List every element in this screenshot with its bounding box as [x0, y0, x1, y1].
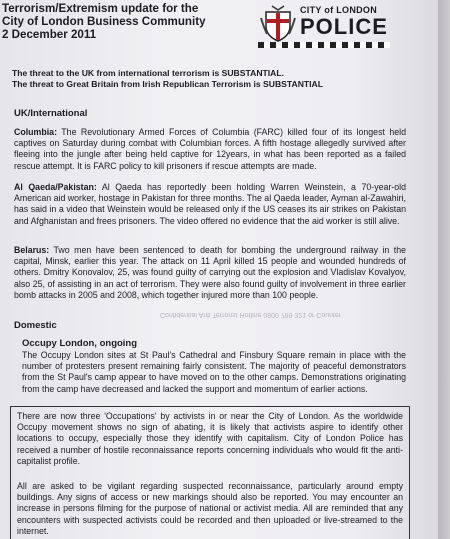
title-line-2: City of London Business Community: [2, 15, 206, 28]
advisory-paragraph-2: All are asked to be vigilant regarding suspected reconnaissance, particularly around empty buildings. Any signs of access or new markings should also be reported. You may encounter an increase in persons filming for the purpose of national or activist media. All are reminded that any encounters with suspected activists could be recorded and then uploaded or live-streamed to the internet.: [17, 481, 403, 536]
document-title: [2, 2, 206, 41]
news-item-lead: Belarus:: [14, 245, 50, 255]
logo-city-text: CITY of LONDON: [300, 5, 378, 15]
news-item-text: Al Qaeda has reportedly been holding Warren Weinstein, a 70-year-old American aid worker, hostage in Pakistan for three months. The al Qaeda leader, Ayman al-Zawahiri, has said in a video that Weinstein would be released only if the US ceases its air strikes on Pakistan and Afghanistan and frees prisoners. The video offered no evidence that the aid worker is still alive.: [14, 182, 406, 226]
section-heading-domestic: Domestic: [14, 320, 57, 331]
news-item-text: The Revolutionary Armed Forces of Columbia (FARC) killed four of its longest held captives on Saturday during combat with Columbian forces. A fifth hostage allegedly survived after fleeing into the jungle after being held captive for 12years, in what has been reported as a failed rescue attempt. It is FARC policy to kill prisoners if rescue attempts are made.: [14, 127, 406, 171]
title-line-1: Terrorism/Extremism update for the: [2, 2, 199, 15]
bleed-through-text: Confidential Anti Terrorist Hotline 0800 789 321 or Counter: [160, 311, 342, 318]
advisory-paragraph-1: There are now three 'Occupations' by activists in or near the City of London. As the worldwide Occupy movement shows no sign of abating, it is likely that activists aspire to identify other locations to occupy, especially those they identify with capitalism. City of London Police has received a number of hostile reconnaissance reports concerning individuals who would fit the anti-capitalist profile.: [17, 411, 403, 466]
threat-levels: [12, 68, 323, 89]
police-logo: [258, 4, 390, 48]
domestic-paragraph: The Occupy London sites at St Paul's Cathedral and Finsbury Square remain in place with the number of protesters present remaining fairly consistent. The majority of peaceful demonstrators from the St Paul's camp appear to have moved on to the other camps. Demonstrations originating from the camp have decreased and lacked the support and momentum of earlier actions.: [22, 350, 406, 394]
subheading-occupy-london: Occupy London, ongoing: [22, 338, 138, 349]
news-item-lead: Al Qaeda/Pakistan:: [14, 182, 97, 192]
city-crest-icon: [258, 4, 298, 44]
advisory-box: [10, 406, 410, 539]
section-heading-uk-international: UK/International: [14, 108, 88, 119]
news-item-lead: Columbia:: [14, 127, 58, 137]
news-item-columbia: [14, 127, 406, 172]
threat-international: The threat to the UK from international terrorism is SUBSTANTIAL.: [12, 68, 284, 78]
page-edge-shadow: [438, 0, 450, 539]
threat-irish: The threat to Great Britain from Irish Republican Terrorism is SUBSTANTIAL: [12, 78, 324, 89]
logo-police-text: POLICE: [300, 14, 388, 39]
news-item-al-qaeda: [14, 182, 406, 227]
title-date: 2 December 2011: [2, 28, 97, 41]
news-item-text: Two men have been sentenced to death for bombing the underground railway in the capital, Minsk, earlier this year. The attack on 11 April killed 15 people and wounded hundreds of others. Dmitry Konovalov, 25, was found guilty of carrying out the explosion and Vladislav Kovalyov, also 25, of assisting in an act of terrorism. They were also found guilty of involvement in three earlier bomb attacks in 2005 and 2008, which together injured more than 100 people.: [14, 245, 406, 300]
logo-checker-band: [258, 42, 390, 48]
news-item-belarus: [14, 245, 406, 301]
